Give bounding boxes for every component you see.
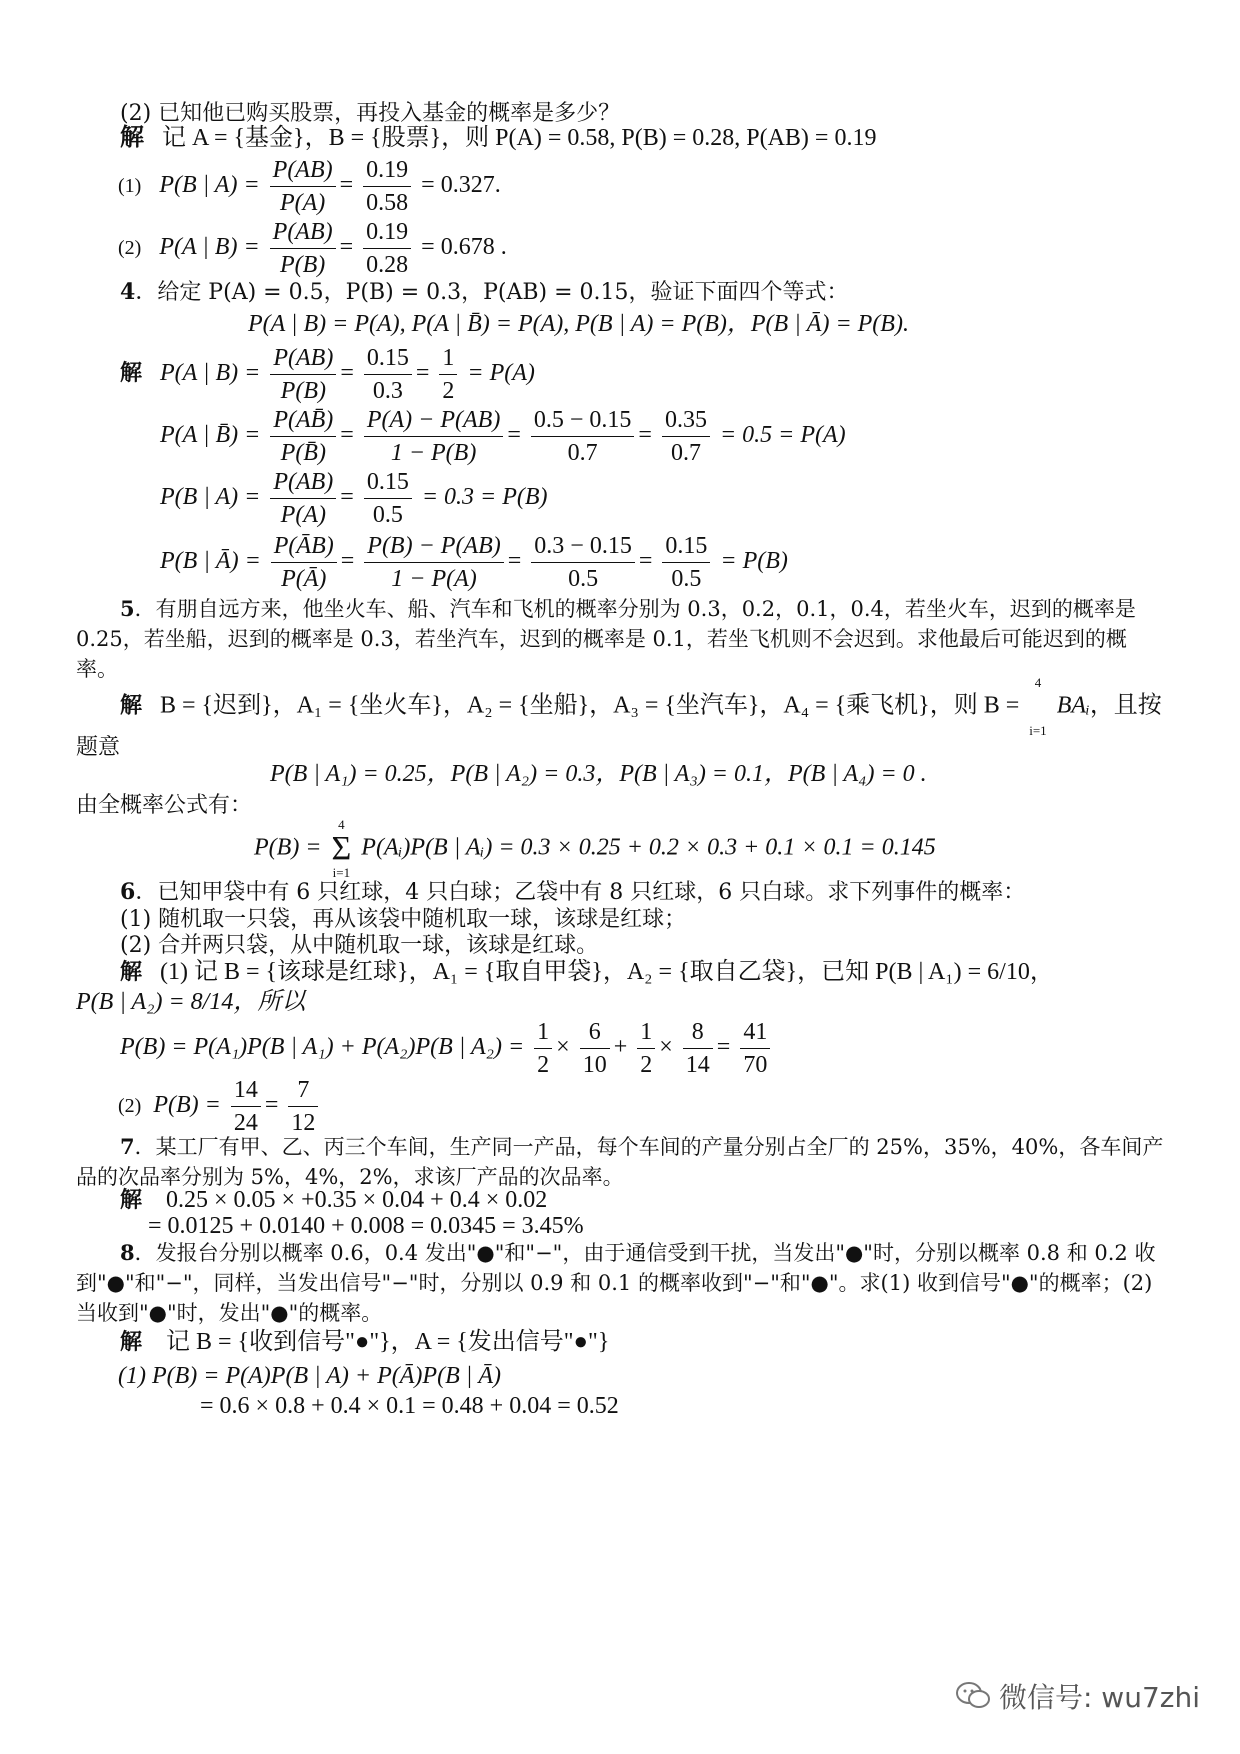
fraction: $\frac{0.5 - 0.15}{0.7}$ — [531, 404, 635, 469]
fraction: $\frac{6}{10}$ — [580, 1016, 610, 1081]
sum-symbol: 4 Σ i=1 — [331, 817, 352, 880]
fraction: $\frac{0.15}{0.5}$ — [364, 466, 412, 531]
question-text: ．某工厂有甲、乙、丙三个车间，生产同一产品，每个车间的产量分别占全厂的 25%，35%，40%，各车间产品的次品率分别为 5%，4%，2%，求该厂产品的次品率。 — [76, 1135, 1164, 1189]
fraction: $\frac{0.3 - 0.15}{0.5}$ — [531, 530, 635, 595]
fraction: $\frac{P(AB)}{P(B)}$ — [270, 342, 336, 407]
q5-total-prob-eq: P(B) = 4 Σ i=1 P(Aᵢ)P(B | Aᵢ) = 0.3 × 0.25 + 0.2 × 0.3 + 0.1 × 0.1 = 0.145 — [254, 817, 936, 880]
solution-label: 解 — [120, 125, 144, 151]
question-number: 8 — [120, 1240, 135, 1265]
q3-solution-intro — [120, 124, 876, 152]
q6-item1: (1) 随机取一只袋，再从该袋中随机取一球，该球是红球； — [120, 907, 687, 932]
q8-eq1: (1) P(B) = P(A)P(B | A) + P(Ā)P(B | Ā) — [118, 1363, 501, 1389]
eq-lhs: P(B | A) = — [159, 172, 260, 199]
q6-solution-line2: P(B | A₂) = 8/14，所以 — [76, 989, 306, 1015]
q5-solution: 解 B = {迟到}，A₁ = {坐火车}，A₂ = {坐船}，A₃ = {坐汽车}，A₄ = {乘飞机}，则 B = 4 i=1 BAᵢ，且按 — [120, 675, 1162, 738]
question-text: ．发报台分别以概率 0.6，0.4 发出"●"和"−"，由于通信受到干扰，当发出"●"时，分别以概率 0.8 和 0.2 收到"●"和"−"，同样，当发出信号"−"时，分别以 0.9 和 0.1 的概率收到"−"和"●"。求(1) 收到信号"●"的概率；(2) 当收到"●"时，发出"●"的概率。 — [76, 1241, 1156, 1325]
solution-label: 解 — [120, 692, 143, 718]
fraction: $\frac{14}{24}$ — [231, 1074, 261, 1139]
q6-solution-line1 — [120, 958, 1054, 986]
q6-item2: (2) 合并两只袋，从中随机取一球，该球是红球。 — [120, 933, 599, 958]
fraction: $\frac{1}{2}$ — [637, 1016, 655, 1081]
q5-by-cond: 题意 — [76, 735, 121, 760]
fraction: $\frac{0.35}{0.7}$ — [662, 404, 710, 469]
question-number: 4 — [120, 279, 136, 305]
fraction: $\frac{P(AB)}{P(A)}$ — [270, 154, 336, 219]
q6-eq1: P(B) = P(A₁)P(B | A₁) + P(A₂)P(B | A₂) = $\frac{1}{2}$ × $\frac{6}{10}$ + $\frac{1}{2}$ × $\frac{8}{14}$ = $\frac{41}{70}$ — [120, 1016, 774, 1076]
fraction: $\frac{P(ĀB)}{P(Ā)}$ — [271, 530, 337, 595]
fraction: $\frac{7}{12}$ — [288, 1074, 318, 1139]
question-number: 6 — [120, 879, 136, 905]
fraction: $\frac{P(AB̄)}{P(B̄)}$ — [270, 404, 336, 469]
q5-conditions: P(B | A₁) = 0.25，P(B | A₂) = 0.3，P(B | A₃) = 0.1，P(B | A₄) = 0 . — [270, 761, 927, 787]
solution-text: 记 B = {收到信号"●"}，A = {发出信号"●"} — [166, 1329, 610, 1355]
q4-line3: P(B | A) = $\frac{P(AB)}{P(A)}$ = $\frac{0.15}{0.5}$ = 0.3 = P(B) — [160, 466, 548, 526]
eq-result: = 0.678 . — [421, 234, 507, 261]
wechat-icon — [955, 1681, 991, 1711]
eq-result: = 0.327. — [421, 172, 501, 199]
question-text: ．有朋自远方来，他坐火车、船、汽车和飞机的概率分别为 0.3，0.2，0.1，0.4，若坐火车，迟到的概率是 0.25，若坐船，迟到的概率是 0.3，若坐汽车，迟到的概率是 0.1，若坐飞机则不会迟到。求他最后可能迟到的概率。 — [76, 597, 1136, 681]
solution-text: 0.25 × 0.05 × +0.35 × 0.04 + 0.4 × 0.02 — [166, 1187, 548, 1213]
fraction: $\frac{41}{70}$ — [740, 1016, 770, 1081]
q6-eq2: (2) P(B) = $\frac{14}{24}$ = $\frac{7}{12}$ — [118, 1074, 322, 1134]
solution-text: (1) 记 B = {该球是红球}，A₁ = {取自甲袋}，A₂ = {取自乙袋}，已知 P(B | A₁) = 6/10， — [160, 959, 1054, 985]
fraction: $\frac{P(AB)}{P(B)}$ — [270, 216, 336, 281]
solution-label: 解 — [120, 1187, 143, 1212]
question-text: ．给定 P(A) = 0.5，P(B) = 0.3，P(AB) = 0.15，验证下面四个等式： — [135, 280, 849, 305]
union-symbol: 4 i=1 — [1029, 675, 1047, 738]
q4-line2: P(A | B̄) = $\frac{P(AB̄)}{P(B̄)}$ = $\frac{P(A) - P(AB)}{1 - P(B)}$ = $\frac{0.5 - 0.15}{0.7}$ = $\frac{0.35}{0.7}$ = 0.5 = P(A) — [160, 404, 846, 464]
eq-label: (2) — [118, 237, 142, 260]
q5-total-prob-intro: 由全概率公式有： — [76, 793, 253, 818]
q4-line1: 解 P(A | B) = $\frac{P(AB)}{P(B)}$ = $\frac{0.15}{0.3}$ = $\frac{1}{2}$ = P(A) — [120, 342, 535, 402]
fraction: $\frac{P(AB)}{P(A)}$ — [270, 466, 336, 531]
watermark-label: 微信号: wu7zhi — [998, 1681, 1200, 1714]
fraction: $\frac{0.19}{0.28}$ — [363, 216, 411, 281]
q7-solution-line1 — [120, 1186, 547, 1214]
q3-part2-question: (2) 已知他已购买股票，再投入基金的概率是多少？ — [120, 101, 621, 126]
solution-label: 解 — [120, 959, 143, 984]
solution-text: B = {迟到}，A₁ = {坐火车}，A₂ = {坐船}，A₃ = {坐汽车}，A₄ = {乘飞机}，则 B = — [160, 692, 1020, 719]
q7-solution-line2: = 0.0125 + 0.0140 + 0.008 = 0.0345 = 3.45% — [148, 1213, 584, 1239]
fraction: $\frac{1}{2}$ — [534, 1016, 552, 1081]
eq-label: (1) — [118, 175, 142, 198]
fraction: $\frac{0.19}{0.58}$ — [363, 154, 411, 219]
eq-lhs: P(A | B) = — [159, 234, 260, 261]
q4-statement — [120, 278, 849, 307]
solution-label: 解 — [120, 1329, 143, 1354]
q8-solution-intro — [120, 1328, 609, 1356]
fraction: $\frac{0.15}{0.5}$ — [662, 530, 710, 595]
q8-statement — [76, 1238, 1166, 1328]
fraction: $\frac{0.15}{0.3}$ — [364, 342, 412, 407]
question-text: ．已知甲袋中有 6 只红球，4 只白球；乙袋中有 8 只红球，6 只白球。求下列事件的概率： — [135, 880, 1026, 905]
fraction: $\frac{P(B) - P(AB)}{1 - P(A)}$ — [364, 530, 503, 595]
q3-sol-text: 记 A = {基金}，B = {股票}，则 P(A) = 0.58, P(B) = 0.28, P(AB) = 0.19 — [162, 125, 877, 151]
wechat-watermark — [955, 1676, 1200, 1716]
question-number: 5 — [120, 596, 135, 621]
solution-label: 解 — [120, 360, 143, 386]
q3-eq1: (1) P(B | A) = $\frac{P(AB)}{P(A)}$ = $\frac{0.19}{0.58}$ = 0.327. — [118, 154, 501, 214]
fraction: $\frac{8}{14}$ — [683, 1016, 713, 1081]
q4-equalities: P(A | B) = P(A), P(A | B̄) = P(A), P(B | A) = P(B)，P(B | Ā) = P(B). — [248, 311, 909, 337]
q7-statement — [76, 1132, 1166, 1192]
q5-statement — [76, 594, 1166, 684]
question-number: 7 — [120, 1134, 135, 1159]
fraction: $\frac{1}{2}$ — [439, 342, 457, 407]
q4-line4: P(B | Ā) = $\frac{P(ĀB)}{P(Ā)}$ = $\frac{P(B) - P(AB)}{1 - P(A)}$ = $\frac{0.3 - 0.15}{0.5}$ = $\frac{0.15}{0.5}$ = P(B) — [160, 530, 788, 590]
q3-eq2: (2) P(A | B) = $\frac{P(AB)}{P(B)}$ = $\frac{0.19}{0.28}$ = 0.678 . — [118, 216, 507, 276]
q6-statement — [120, 878, 1025, 907]
fraction: $\frac{P(A) - P(AB)}{1 - P(B)}$ — [364, 404, 503, 469]
q8-eq2: = 0.6 × 0.8 + 0.4 × 0.1 = 0.48 + 0.04 = 0.52 — [200, 1393, 619, 1419]
